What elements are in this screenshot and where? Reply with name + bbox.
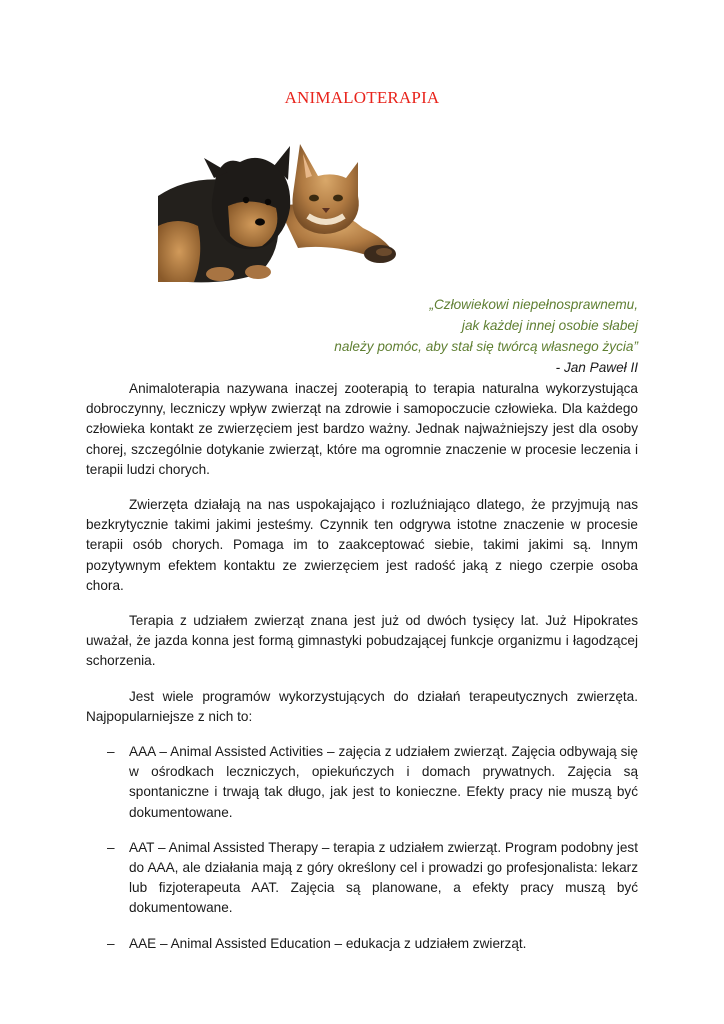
program-list [86,742,638,954]
quote-line: należy pomóc, aby stał się twórcą własnego życia” [334,339,638,354]
list-item [86,742,638,823]
body-text [86,379,638,969]
quote-block [334,294,638,378]
quote-author: - Jan Paweł II [555,360,638,375]
list-marker: – [107,935,115,951]
dog-and-cat-photo [158,136,404,286]
paragraph: Jest wiele programów wykorzystujących do działań terapeutycznych zwierzęta. Najpopularniejsze z nich to: [86,688,638,724]
list-marker: – [107,839,115,855]
paragraph: Zwierzęta działają na nas uspokajająco i rozluźniająco dlatego, że przyjmują nas bezkrytycznie takimi jakimi jesteśmy. Czynnik ten odgrywa istotne znaczenie w procesie terapii osób chorych. Pomaga im to zaakceptować siebie, takimi jakimi są. Innym pozytywnym efektem kontaktu ze zwierzęciem jest radość jaką z niego czerpie osoba chora. [86,497,638,593]
list-item [86,838,638,919]
list-item-text: AAT – Animal Assisted Therapy – terapia z udziałem zwierząt. Program podobny jest do AAA, ale działania mają z góry określony cel i prowadzi go profesjonalista: lekarz lub fizjoterapeuta AAT. Zajęcia są planowane, a efekty pracy muszą być dokumentowane. [129,839,638,916]
quote-line: jak każdej innej osobie słabej [461,318,638,333]
paragraph: Terapia z udziałem zwierząt znana jest już od dwóch tysięcy lat. Już Hipokrates uważał, że jazda konna jest formą gimnastyki pobudzającej funkcje organizmu i łagodzącej schorzenia. [86,613,638,669]
list-item-text: AAA – Animal Assisted Activities – zajęcia z udziałem zwierząt. Zajęcia odbywają się w ośrodkach leczniczych, opiekuńczych i domach prywatnych. Zajęcia są spontaniczne i trwają tak długo, jak jest to konieczne. Efekty pracy nie muszą być dokumentowane. [129,744,638,820]
list-item-text: AAE – Animal Assisted Education – edukacja z udziałem zwierząt. [129,935,527,951]
document-title: ANIMALOTERAPIA [284,88,440,107]
list-marker: – [107,744,115,760]
quote-line: „Człowiekowi niepełnosprawnemu, [429,297,638,312]
paragraph: Animaloterapia nazywana inaczej zooterapią to terapia naturalna wykorzystująca dobroczynny, leczniczy wpływ zwierząt na zdrowie i samopoczucie człowieka. Dla każdego człowieka kontakt ze zwierzęciem jest bardzo ważny. Jednak najważniejszy jest dla osoby chorej, szczególnie dotykanie zwierząt, które ma ogromnie znaczenie w procesie leczenia i terapii ludzi chorych. [86,381,638,477]
list-item [86,934,638,954]
